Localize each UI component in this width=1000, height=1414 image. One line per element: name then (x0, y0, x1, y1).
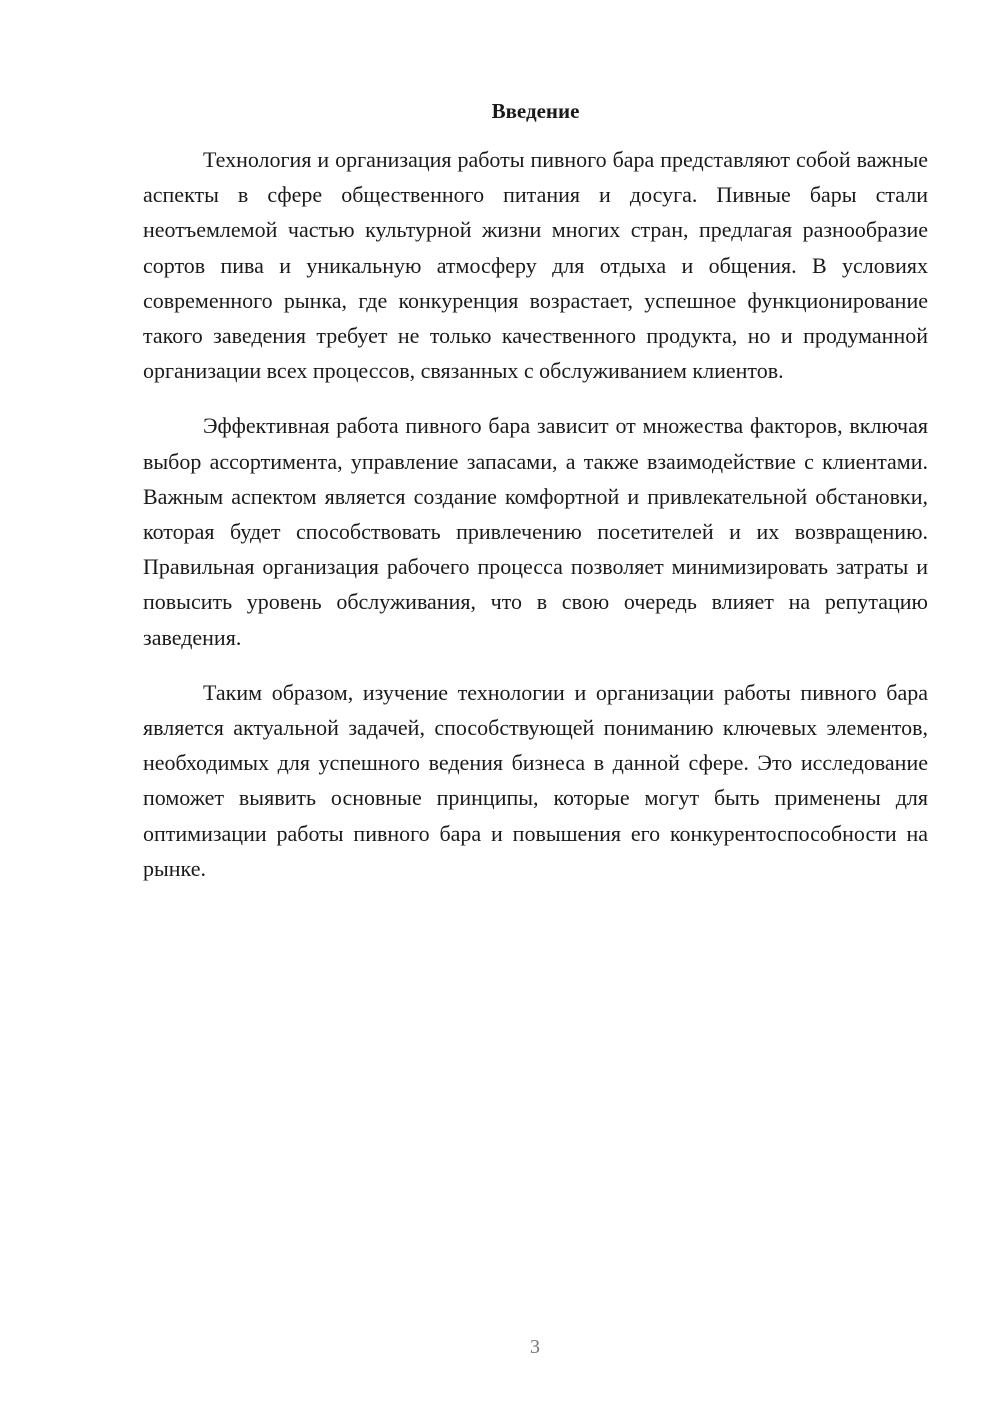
section-title: Введение (491, 99, 580, 123)
paragraph-2: Эффективная работа пивного бара зависит от множества факторов, включая выбор ассортимента, управление запасами, а также взаимодействие с клиентами. Важным аспектом является создание комфортной и привлекательной обстановки, которая будет способствовать привлечению посетителей и их возвращению. Правильная организация рабочего процесса позволяет минимизировать затраты и повысить уровень обслуживания, что в свою очередь влияет на репутацию заведения. (143, 413, 928, 650)
paragraph-3: Таким образом, изучение технологии и организации работы пивного бара является актуальной задачей, способствующей пониманию ключевых элементов, необходимых для успешного ведения бизнеса в данной сфере. Это исследование поможет выявить основные принципы, которые могут быть применены для оптимизации работы пивного бара и повышения его конкурентоспособности на рынке. (143, 679, 928, 881)
paragraph-1: Технология и организация работы пивного бара представляют собой важные аспекты в сфере общественного питания и досуга. Пивные бары стали неотъемлемой частью культурной жизни многих стран, предлагая разнообразие сортов пива и уникальную атмосферу для отдыха и общения. В условиях современного рынка, где конкуренция возрастает, успешное функционирование такого заведения требует не только качественного продукта, но и продуманной организации всех процессов, связанных с обслуживанием клиентов. (143, 147, 928, 384)
page-number: 3 (530, 1336, 540, 1358)
body-text (143, 142, 928, 906)
